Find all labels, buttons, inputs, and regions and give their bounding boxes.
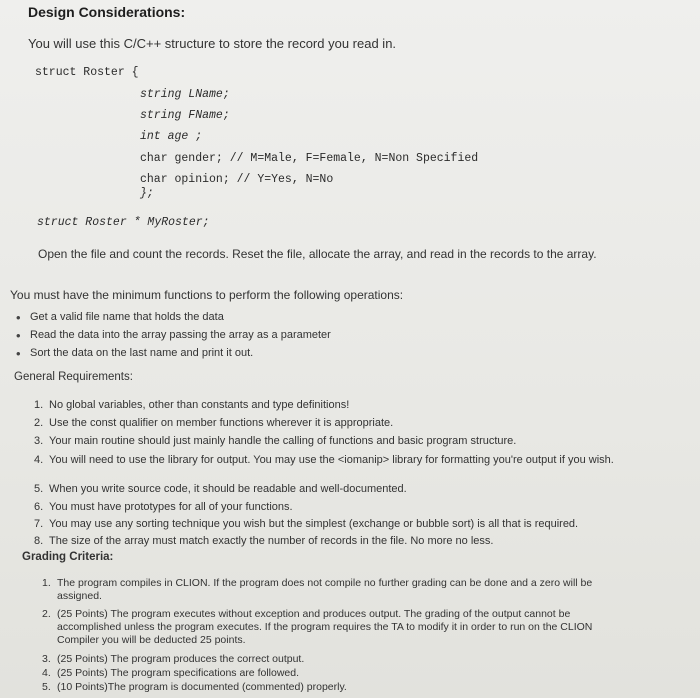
- item-text: The program compiles in CLION. If the program does not compile no further grading can be done and a zero will be assigned.: [57, 577, 593, 602]
- min-functions-text: You must have the minimum functions to perform the following operations:: [10, 288, 404, 302]
- intro-text: You will use this C/C++ structure to store the record you read in.: [28, 36, 397, 51]
- list-item: [42, 681, 622, 695]
- code-struct-open: struct Roster {: [35, 66, 139, 79]
- list-item: [34, 399, 634, 417]
- list-item: [16, 347, 656, 365]
- list-item: [34, 483, 634, 501]
- item-text: (25 Points) The program produces the correct output.: [57, 653, 305, 665]
- operations-list: [16, 311, 656, 365]
- general-requirements-list: [34, 399, 634, 552]
- item-text: No global variables, other than constants and type definitions!: [49, 399, 350, 411]
- open-file-instructions: Open the file and count the records. Reset the file, allocate the array, and read in the records to the array.: [38, 247, 597, 261]
- item-number: 3.: [34, 435, 44, 447]
- code-field: char opinion; // Y=Yes, N=No: [140, 173, 334, 186]
- item-text: You must have prototypes for all of your functions.: [49, 501, 293, 513]
- item-text: The size of the array must match exactly the number of records in the file. No more no less.: [49, 535, 494, 547]
- item-text: You will need to use the library for output. You may use the <iomanip> library for formatting you're output if you wish.: [49, 454, 614, 466]
- item-text: Your main routine should just mainly handle the calling of functions and basic program structure.: [49, 435, 517, 447]
- item-number: 2.: [34, 417, 44, 429]
- item-text: You may use any sorting technique you wish but the simplest (exchange or bubble sort) is all that is required.: [49, 518, 579, 530]
- grading-criteria-heading: Grading Criteria:: [22, 551, 114, 563]
- grading-criteria-list: [42, 577, 622, 695]
- item-number: 4.: [42, 667, 51, 679]
- item-text: (10 Points)The program is documented (commented) properly.: [57, 681, 347, 693]
- list-item-text: Get a valid file name that holds the data: [30, 311, 224, 323]
- item-text: When you write source code, it should be readable and well-documented.: [49, 483, 407, 495]
- item-number: 1.: [34, 399, 44, 411]
- list-item: [42, 608, 622, 653]
- item-number: 6.: [34, 501, 44, 513]
- code-field: char gender; // M=Male, F=Female, N=Non Specified: [140, 152, 479, 165]
- list-item: [34, 501, 634, 518]
- list-item: [16, 311, 656, 329]
- item-number: 4.: [34, 454, 44, 466]
- item-number: 5.: [42, 681, 51, 693]
- list-item-text: Read the data into the array passing the array as a parameter: [30, 329, 331, 341]
- code-struct-close: };: [140, 187, 154, 200]
- item-number: 2.: [42, 608, 51, 620]
- item-number: 1.: [42, 577, 51, 589]
- list-item: [34, 518, 634, 535]
- list-item: [34, 453, 634, 483]
- general-requirements-heading: General Requirements:: [14, 371, 133, 383]
- code-field: string FName;: [140, 109, 230, 122]
- list-item-text: Sort the data on the last name and print it out.: [30, 347, 254, 359]
- code-field: string LName;: [140, 88, 230, 101]
- item-number: 7.: [34, 518, 44, 530]
- item-number: 3.: [42, 653, 51, 665]
- section-title: Design Considerations:: [28, 4, 186, 20]
- item-number: 8.: [34, 535, 44, 547]
- code-field: int age ;: [140, 130, 203, 143]
- item-number: 5.: [34, 483, 44, 495]
- list-item: [34, 535, 634, 552]
- item-text: (25 Points) The program specifications are followed.: [57, 667, 300, 679]
- list-item: [42, 667, 622, 681]
- list-item: [42, 577, 622, 608]
- list-item: [34, 435, 634, 453]
- item-text: Use the const qualifier on member functions wherever it is appropriate.: [49, 417, 394, 429]
- item-text: (25 Points) The program executes without exception and produces output. The grading of the output cannot be accomplished unless the program executes. If the program requires the TA to modify it in order to run on the CLION Compiler you will be deducted 25 points.: [57, 608, 593, 646]
- list-item: [34, 417, 634, 435]
- list-item: [16, 329, 656, 347]
- code-pointer-decl: struct Roster * MyRoster;: [37, 216, 210, 229]
- list-item: [42, 653, 622, 667]
